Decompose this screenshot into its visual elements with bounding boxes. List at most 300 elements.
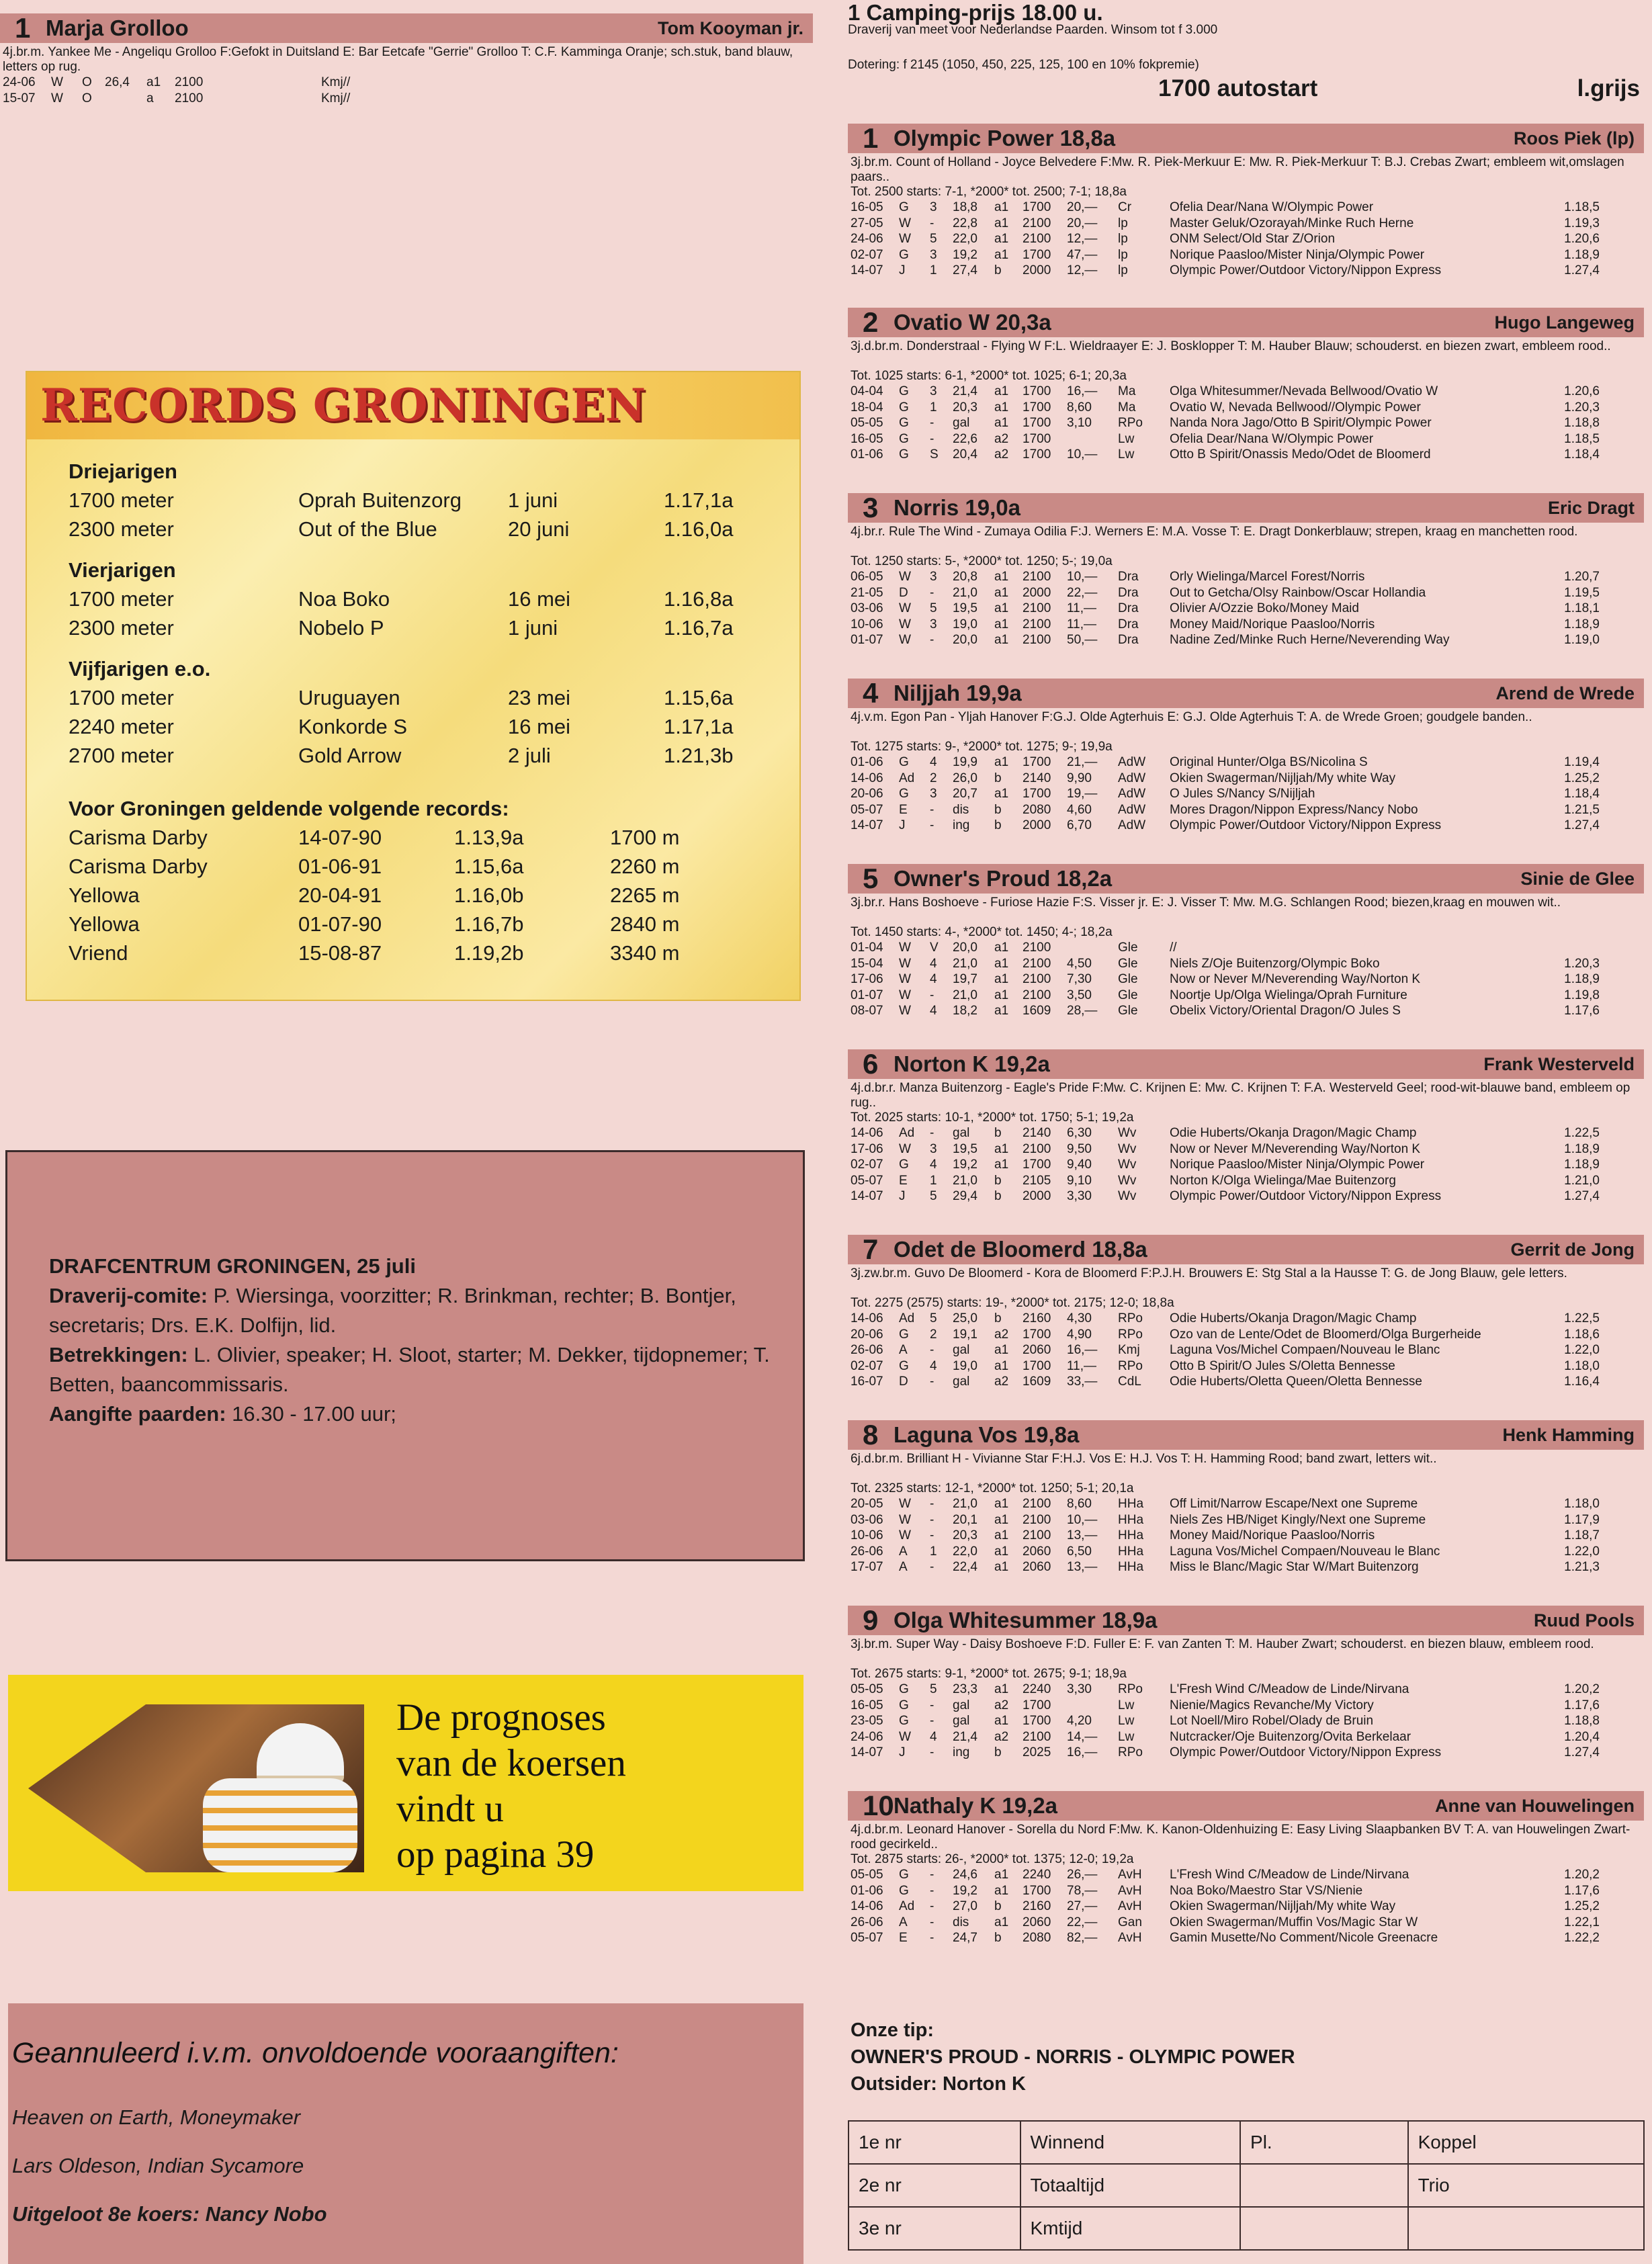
result-cell: 3,30 <box>1067 1682 1092 1696</box>
result-cell: b <box>994 263 1002 277</box>
result-cell: 1.18,9 <box>1564 1158 1600 1172</box>
result-cell: - <box>930 1745 934 1759</box>
result-cell: RPo <box>1118 416 1143 430</box>
horse-description: 3j.br.m. Super Way - Daisy Boshoeve F:D. Fuller E: F. van Zanten T: M. Hauber Zwart; schouderst. en biezen blauw, embleem rood. <box>851 1637 1594 1651</box>
result-cell: Dra <box>1118 633 1139 647</box>
result-cell: A <box>899 1560 908 1574</box>
horse-number: 4 <box>863 679 879 708</box>
result-cell: gal <box>953 1343 970 1357</box>
records-cell: 1700 m <box>610 826 680 849</box>
result-cell: 10,— <box>1067 570 1098 584</box>
result-cell: G <box>899 1158 909 1172</box>
result-cell: E <box>899 802 908 817</box>
result-cell: 1.27,4 <box>1564 1189 1600 1203</box>
result-cell: 26-06 <box>851 1915 883 1929</box>
result-cell: 20,4 <box>953 447 977 462</box>
result-cell: 03-06 <box>851 1512 883 1527</box>
result-cell: 23,3 <box>953 1682 977 1696</box>
result-cell: 17-07 <box>851 1560 883 1574</box>
records-cell: 1.13,9a <box>454 826 524 849</box>
result-cell: 7,30 <box>1067 972 1092 986</box>
result-cell: Gamin Musette/No Comment/Nicole Greenacre <box>1170 1931 1438 1945</box>
records-cell: 1.17,1a <box>664 715 734 738</box>
result-row <box>851 263 1600 279</box>
result-cell: W <box>899 1528 911 1542</box>
result-grid-cell: Koppel <box>1408 2121 1644 2164</box>
result-cell: 1.22,1 <box>1564 1915 1600 1929</box>
result-cell: 2100 <box>1023 601 1051 615</box>
result-cell: 4,50 <box>1067 956 1092 971</box>
result-cell: a1 <box>994 200 1009 214</box>
result-cell <box>270 91 321 107</box>
result-cell: 8,60 <box>1067 400 1092 415</box>
result-cell: G <box>899 416 909 430</box>
result-cell: Kmj <box>321 75 343 89</box>
result-cell: Wv <box>1118 1173 1137 1188</box>
result-cell: - <box>930 431 934 446</box>
result-cell: 33,— <box>1067 1375 1098 1389</box>
result-cell: // <box>343 75 351 89</box>
result-cell: - <box>930 1868 934 1882</box>
result-cell: Kmj <box>1118 1343 1140 1357</box>
result-cell: 3 <box>930 617 937 632</box>
result-cell: - <box>930 802 934 817</box>
horse-rider: Sinie de Glee <box>1520 868 1635 889</box>
result-cell: 21,0 <box>953 585 977 600</box>
result-cell: 1.18,9 <box>1564 972 1600 986</box>
records-cell: 1.17,1a <box>664 488 734 512</box>
result-cell: 19,0 <box>953 617 977 632</box>
result-cell: 1.19,8 <box>1564 988 1600 1002</box>
result-cell: a1 <box>994 1512 1009 1527</box>
result-cell: AvH <box>1118 1868 1142 1882</box>
records-row <box>69 712 781 741</box>
result-cell: Laguna Vos/Michel Compaen/Nouveau le Blanc <box>1170 1544 1440 1559</box>
records-extra-title: Voor Groningen geldende volgende records: <box>69 797 509 820</box>
result-cell: G <box>899 447 909 462</box>
result-cell: 22,— <box>1067 1915 1098 1929</box>
result-cell: 1700 <box>1023 247 1051 262</box>
result-cell: Ovatio W, Nevada Bellwood//Olympic Power <box>1170 400 1421 415</box>
result-cell: Out to Getcha/Olsy Rainbow/Oscar Hollandia <box>1170 585 1426 600</box>
horse-block <box>848 493 1644 648</box>
result-cell: Original Hunter/Olga BS/Nicolina S <box>1170 755 1368 769</box>
horse-name: Niljjah 19,9a <box>894 681 1022 705</box>
result-cell: 1.18,8 <box>1564 416 1600 430</box>
result-cell: a1 <box>994 633 1009 647</box>
result-cell: 2140 <box>1023 1126 1051 1140</box>
result-cell <box>105 91 146 107</box>
result-row <box>851 1682 1600 1698</box>
betrekkingen-label: Betrekkingen: <box>49 1343 188 1366</box>
result-cell: 11,— <box>1067 1358 1097 1373</box>
result-cell: 01-06 <box>851 447 883 462</box>
race-title: 1 Camping-prijs 18.00 u. <box>848 0 1103 25</box>
result-row <box>851 771 1600 787</box>
result-row <box>851 247 1600 263</box>
result-cell: G <box>899 247 909 262</box>
result-cell: 2080 <box>1023 1931 1051 1945</box>
result-cell: - <box>930 1497 934 1511</box>
result-cell: 01-04 <box>851 941 883 955</box>
result-row <box>851 216 1600 232</box>
horse-totals: Tot. 2500 starts: 7-1, *2000* tot. 2500; 7-1; 18,8a <box>851 185 1127 199</box>
result-cell: 16,— <box>1067 384 1098 398</box>
result-cell: 1.20,2 <box>1564 1682 1600 1696</box>
result-cell: 13,— <box>1067 1528 1098 1542</box>
horse-results-table <box>851 200 1600 279</box>
result-cell: 23-05 <box>851 1714 883 1728</box>
horse-rider: Arend de Wrede <box>1495 683 1635 703</box>
result-cell: 14-07 <box>851 263 883 277</box>
records-cell: 01-07-90 <box>298 912 382 936</box>
result-cell: Gle <box>1118 988 1138 1002</box>
result-cell: 1.19,3 <box>1564 216 1600 230</box>
records-cell: Gold Arrow <box>298 744 402 767</box>
result-cell: 1.25,2 <box>1564 1899 1600 1913</box>
result-cell: 14-07 <box>851 1189 883 1203</box>
result-cell: Obelix Victory/Oriental Dragon/O Jules S <box>1170 1004 1401 1018</box>
result-cell: W <box>899 1004 911 1018</box>
result-cell <box>270 75 321 91</box>
result-cell: Okien Swagerman/Nijljah/My white Way <box>1170 771 1396 785</box>
result-cell: Niels Z/Oje Buitenzorg/Olympic Boko <box>1170 956 1380 971</box>
result-cell: lp <box>1118 232 1128 246</box>
result-cell: - <box>930 1698 934 1712</box>
result-cell: 01-07 <box>851 633 883 647</box>
result-row <box>851 1358 1600 1375</box>
result-cell: 1700 <box>1023 1714 1051 1728</box>
result-cell: Money Maid/Norique Paasloo/Norris <box>1170 1528 1375 1542</box>
horse-description: 6j.d.br.m. Brilliant H - Vivianne Star F:H.J. Vos E: H.J. Vos T: H. Hamming Rood; band zwart, letters wit.. <box>851 1452 1437 1466</box>
records-cell: 1.19,2b <box>454 941 524 965</box>
horse-number: 9 <box>863 1606 879 1635</box>
horse-totals: Tot. 2875 starts: 26-, *2000* tot. 1375; 12-0; 19,2a <box>851 1852 1134 1866</box>
result-cell: 1.20,3 <box>1564 956 1600 971</box>
horse-results-table <box>851 940 1600 1019</box>
horse-rider: Tom Kooyman jr. <box>657 17 803 38</box>
horse-rider: Roos Piek (lp) <box>1513 128 1635 148</box>
result-cell: 1 <box>930 1173 937 1188</box>
result-cell: 19,9 <box>953 755 977 769</box>
result-cell: 4,60 <box>1067 802 1092 817</box>
result-cell: 1700 <box>1023 384 1051 398</box>
geannuleerd-title: Geannuleerd i.v.m. onvoldoende vooraangiften: <box>12 2037 619 2069</box>
horse-rider: Anne van Houwelingen <box>1434 1795 1635 1816</box>
result-cell: // <box>1170 941 1177 955</box>
result-row <box>851 1713 1600 1729</box>
result-cell: 15-07 <box>3 91 36 105</box>
horse-block <box>848 864 1644 1019</box>
result-cell: a1 <box>994 972 1009 986</box>
records-cell: 1 juni <box>508 616 558 640</box>
horse-results-table <box>851 1496 1600 1575</box>
result-cell: 18,8 <box>953 200 977 214</box>
result-cell: W <box>899 941 911 955</box>
prognoses-text <box>396 1695 626 1878</box>
result-cell: 1.22,5 <box>1564 1311 1600 1325</box>
result-cell: RPo <box>1118 1311 1143 1325</box>
result-cell: Ozo van de Lente/Odet de Bloomerd/Olga Burgerheide <box>1170 1327 1481 1342</box>
result-cell: 2240 <box>1023 1868 1051 1882</box>
result-cell: Otto B Spirit/O Jules S/Oletta Bennesse <box>1170 1358 1395 1373</box>
result-cell: 5 <box>930 601 937 615</box>
result-row <box>851 1867 1600 1883</box>
result-cell: a1 <box>994 601 1009 615</box>
horse-totals: Tot. 2675 starts: 9-1, *2000* tot. 2675; 9-1; 18,9a <box>851 1667 1127 1681</box>
records-cell: Uruguayen <box>298 686 400 709</box>
result-cell: 1700 <box>1023 200 1051 214</box>
result-cell: 5 <box>930 1682 937 1696</box>
result-cell: AdW <box>1118 802 1146 817</box>
result-cell: V <box>930 941 939 955</box>
result-cell: 4,20 <box>1067 1714 1092 1728</box>
result-cell: Money Maid/Norique Paasloo/Norris <box>1170 617 1375 632</box>
result-cell: 1.22,0 <box>1564 1544 1600 1559</box>
result-cell: 21-05 <box>851 585 883 600</box>
horse-description: 3j.zw.br.m. Guvo De Bloomerd - Kora de Bloomerd F:P.J.H. Brouwers E: Stg Stal a la Hausse T: G. de Jong Blauw, gele letters. <box>851 1266 1567 1280</box>
result-cell: - <box>930 416 934 430</box>
result-cell: AdW <box>1118 818 1146 832</box>
result-cell: 6,30 <box>1067 1126 1092 1140</box>
result-cell: 6,50 <box>1067 1544 1092 1559</box>
result-cell: 3,10 <box>1067 416 1092 430</box>
result-cell: 1.20,7 <box>1564 570 1600 584</box>
result-cell: b <box>994 1745 1002 1759</box>
result-cell: 1700 <box>1023 1883 1051 1898</box>
result-cell: b <box>994 1931 1002 1945</box>
horse-header <box>848 1049 1644 1079</box>
result-cell: Lw <box>1118 431 1135 446</box>
result-cell: gal <box>953 1698 970 1712</box>
result-row <box>851 1173 1600 1189</box>
result-row <box>3 75 773 91</box>
records-cell: 16 mei <box>508 715 571 738</box>
horse-name: Nathaly K 19,2a <box>894 1793 1057 1818</box>
result-cell: 14-06 <box>851 1899 883 1913</box>
betrekkingen-text: L. Olivier, speaker; H. Sloot, starter; M. Dekker, tijdopnemer; T. Betten, baancommissaris. <box>49 1343 770 1396</box>
result-row <box>851 1559 1600 1575</box>
result-cell: Ofelia Dear/Nana W/Olympic Power <box>1170 200 1374 214</box>
horse-name: Marja Grolloo <box>46 15 189 40</box>
result-cell: W <box>899 972 911 986</box>
result-cell: Olivier A/Ozzie Boko/Money Maid <box>1170 601 1359 615</box>
result-cell: 13,— <box>1067 1560 1098 1574</box>
horse-header <box>848 1791 1644 1821</box>
result-cell: 27,— <box>1067 1899 1098 1913</box>
result-cell: 2100 <box>175 91 204 105</box>
result-cell: 2 <box>930 771 937 785</box>
result-cell: a1 <box>994 247 1009 262</box>
result-cell: 21,4 <box>953 1729 977 1744</box>
result-cell: 20,— <box>1067 216 1098 230</box>
result-cell: 02-07 <box>851 1158 883 1172</box>
result-cell: 19,5 <box>953 1141 977 1156</box>
result-row <box>851 940 1600 956</box>
result-cell: Wv <box>1118 1189 1137 1203</box>
result-cell <box>1526 940 1600 956</box>
result-cell: a1 <box>994 941 1009 955</box>
result-cell: 12,— <box>1067 263 1098 277</box>
result-cell: 2060 <box>1023 1343 1051 1357</box>
result-cell: 27,4 <box>953 263 977 277</box>
horse-name: Laguna Vos 19,8a <box>894 1422 1080 1447</box>
race-dotering: Dotering: f 2145 (1050, 450, 225, 125, 100 en 10% fokpremie) <box>848 58 1199 72</box>
result-row <box>851 1512 1600 1528</box>
result-cell: 1.19,5 <box>1564 585 1600 600</box>
result-cell: 5 <box>930 1189 937 1203</box>
result-cell: Niels Zes HB/Niget Kingly/Next one Supreme <box>1170 1512 1426 1527</box>
result-cell: O <box>82 75 92 89</box>
horse-results-table <box>3 75 773 106</box>
result-cell: 19,5 <box>953 601 977 615</box>
result-cell: 9,40 <box>1067 1158 1092 1172</box>
result-cell: b <box>994 1173 1002 1188</box>
result-cell: 19,2 <box>953 247 977 262</box>
result-cell: - <box>930 1126 934 1140</box>
result-cell: HHa <box>1118 1560 1144 1574</box>
result-cell: 2 <box>930 1327 937 1342</box>
comite-label: Draverij-comite: <box>49 1284 208 1307</box>
records-extra-row <box>69 939 781 967</box>
result-row <box>851 231 1600 247</box>
result-cell: Master Geluk/Ozorayah/Minke Ruch Herne <box>1170 216 1414 230</box>
records-extra-row <box>69 910 781 939</box>
result-cell: 2160 <box>1023 1311 1051 1325</box>
result-cell: CdL <box>1118 1375 1141 1389</box>
horse-totals: Tot. 1025 starts: 6-1, *2000* tot. 1025; 6-1; 20,3a <box>851 369 1127 383</box>
records-cell: 1.16,7b <box>454 912 524 936</box>
result-cell <box>699 75 773 91</box>
records-cell: 2840 m <box>610 912 680 936</box>
horse-block <box>848 1791 1644 1946</box>
result-cell: b <box>994 1126 1002 1140</box>
result-cell: a2 <box>994 447 1009 462</box>
result-cell: 1700 <box>1023 447 1051 462</box>
result-grid-cell <box>1408 2207 1644 2250</box>
result-cell: 1.20,4 <box>1564 1729 1600 1744</box>
result-cell: 2080 <box>1023 802 1051 817</box>
result-cell: a1 <box>146 75 161 89</box>
result-cell: 16-05 <box>851 431 883 446</box>
result-cell: 2100 <box>175 75 204 89</box>
result-cell: dis <box>953 802 969 817</box>
result-cell: a1 <box>994 1682 1009 1696</box>
result-cell: 1.17,6 <box>1564 1698 1600 1712</box>
result-cell: E <box>899 1931 908 1945</box>
records-cell: 2300 meter <box>69 517 174 541</box>
result-cell: dis <box>953 1915 969 1929</box>
result-cell: 20,0 <box>953 941 977 955</box>
result-cell: 6,70 <box>1067 818 1092 832</box>
horse-number: 8 <box>863 1420 879 1450</box>
result-cell: 15-04 <box>851 956 883 971</box>
result-cell: 20,1 <box>953 1512 977 1527</box>
result-cell: 2060 <box>1023 1560 1051 1574</box>
result-cell: 2100 <box>1023 1497 1051 1511</box>
result-cell: gal <box>953 1126 970 1140</box>
result-cell: 3 <box>930 787 937 801</box>
left-column <box>0 0 813 2264</box>
result-cell: Ofelia Dear/Nana W/Olympic Power <box>1170 431 1374 446</box>
result-cell: 3 <box>930 247 937 262</box>
records-cell: Oprah Buitenzorg <box>298 488 462 512</box>
result-cell: 26,4 <box>105 75 130 89</box>
result-cell: Now or Never M/Neverending Way/Norton K <box>1170 1141 1421 1156</box>
result-cell: 2140 <box>1023 771 1051 785</box>
result-cell: a1 <box>994 1528 1009 1542</box>
horse-block <box>848 1420 1644 1575</box>
result-cell: HHa <box>1118 1528 1144 1542</box>
result-cell: Olympic Power/Outdoor Victory/Nippon Express <box>1170 818 1442 832</box>
result-cell: 78,— <box>1067 1883 1098 1898</box>
result-grid-cell: 1e nr <box>849 2121 1020 2164</box>
result-cell: a2 <box>994 431 1009 446</box>
result-cell <box>219 75 270 91</box>
result-cell: 1.18,9 <box>1564 247 1600 262</box>
result-cell: 1.22,5 <box>1564 1126 1600 1140</box>
result-cell: 14-07 <box>851 818 883 832</box>
prognoses-line: op pagina 39 <box>396 1833 595 1876</box>
result-cell: 2000 <box>1023 1189 1051 1203</box>
result-cell: 3 <box>930 200 937 214</box>
horse-rider: Hugo Langeweg <box>1494 312 1635 333</box>
result-cell: 1.27,4 <box>1564 1745 1600 1759</box>
records-cell: 2260 m <box>610 855 680 878</box>
records-body <box>69 457 781 967</box>
records-cell: Yellowa <box>69 912 140 936</box>
result-cell: 22,0 <box>953 1544 977 1559</box>
result-cell: 26-06 <box>851 1544 883 1559</box>
result-row <box>851 1899 1600 1915</box>
horse-description: 4j.br.m. Yankee Me - Angeliqu Grolloo F:Gefokt in Duitsland E: Bar Eetcafe "Gerrie" Grolloo T: C.F. Kamminga Oranje; sch.stuk, band blauw, letters op rug. <box>3 45 793 74</box>
result-cell: W <box>899 570 911 584</box>
result-cell: 2100 <box>1023 1528 1051 1542</box>
result-cell: 22,6 <box>953 431 977 446</box>
result-cell: a1 <box>994 1141 1009 1156</box>
result-cell: 2240 <box>1023 1682 1051 1696</box>
result-cell: - <box>930 216 934 230</box>
result-cell: 4 <box>930 1004 937 1018</box>
result-cell: 1 <box>930 400 937 415</box>
result-cell: AdW <box>1118 787 1146 801</box>
result-cell: G <box>899 1682 909 1696</box>
horse-name: Owner's Proud 18,2a <box>894 866 1113 891</box>
race-start-type: 1700 autostart <box>1158 75 1318 101</box>
records-cell: 2240 meter <box>69 715 174 738</box>
result-cell: a1 <box>994 1560 1009 1574</box>
result-cell: 12,— <box>1067 232 1098 246</box>
horse-rider: Eric Dragt <box>1547 497 1635 518</box>
result-row <box>851 1930 1600 1946</box>
result-cell: Ma <box>1118 384 1136 398</box>
horse-block <box>848 1049 1644 1205</box>
outsider-text: Outsider: Norton K <box>851 2073 1026 2095</box>
records-row <box>69 613 781 642</box>
result-cell: 16-05 <box>851 200 883 214</box>
result-cell: 2100 <box>1023 633 1051 647</box>
result-cell: lp <box>1118 247 1128 262</box>
result-cell: 4 <box>930 1729 937 1744</box>
records-cell: 1.16,0a <box>664 517 734 541</box>
result-cell: 2000 <box>1023 585 1051 600</box>
result-cell: Cr <box>1118 200 1132 214</box>
horse-name: Ovatio W 20,3a <box>894 310 1051 335</box>
prognoses-line: van de koersen <box>396 1742 626 1784</box>
result-cell: HHa <box>1118 1544 1144 1559</box>
result-cell: 25,0 <box>953 1311 977 1325</box>
result-cell: Lw <box>1118 447 1135 462</box>
